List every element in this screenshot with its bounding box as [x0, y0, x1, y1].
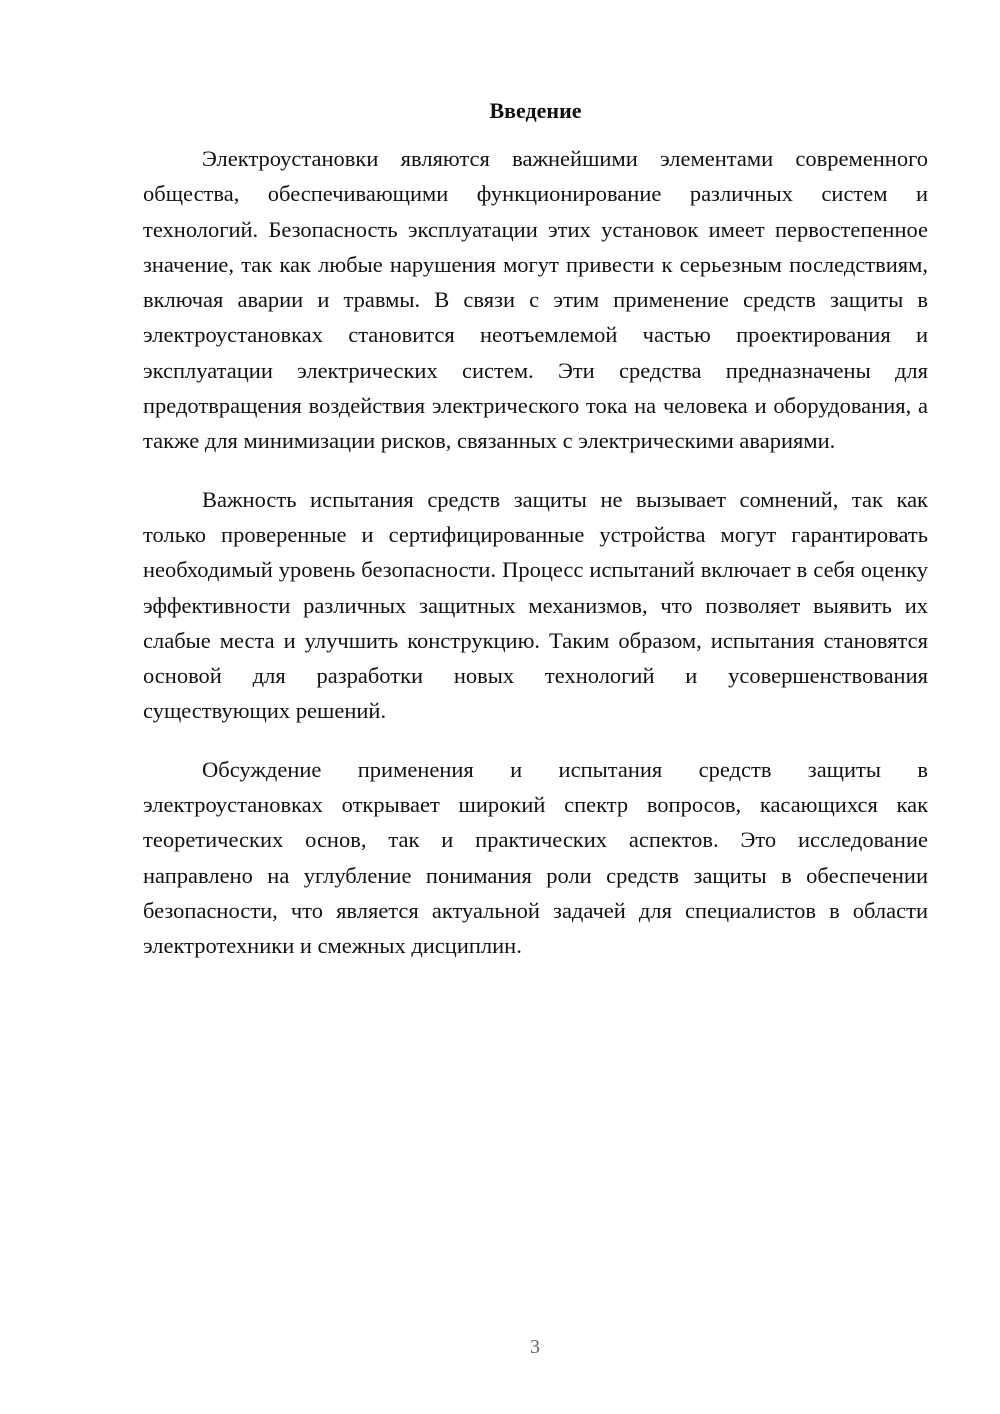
- section-title: Введение: [489, 98, 582, 123]
- page-number: 3: [530, 1336, 540, 1358]
- body-text: [143, 141, 928, 987]
- paragraph-intro: Электроустановки являются важнейшими элементами современного общества, обеспечивающими функционирование различных систем и технологий. Безопасность эксплуатации этих установок имеет первостепенное значение, так как любые нарушения могут привести к серьезным последствиям, включая аварии и травмы. В связи с этим применение средств защиты в электроустановках становится неотъемлемой частью проектирования и эксплуатации электрических систем. Эти средства предназначены для предотвращения воздействия электрического тока на человека и оборудования, а также для минимизации рисков, связанных с электрическими авариями.: [143, 146, 928, 454]
- paragraph-discussion: Обсуждение применения и испытания средств защиты в электроустановках открывает широкий спектр вопросов, касающихся как теоретических основ, так и практических аспектов. Это исследование направлено на углубление понимания роли средств защиты в обеспечении безопасности, что является актуальной задачей для специалистов в области электротехники и смежных дисциплин.: [143, 756, 928, 959]
- paragraph-testing-importance: Важность испытания средств защиты не вызывает сомнений, так как только проверенные и сертифицированные устройства могут гарантировать необходимый уровень безопасности. Процесс испытаний включает в себя оценку эффективности различных защитных механизмов, что позволяет выявить их слабые места и улучшить конструкцию. Таким образом, испытания становятся основой для разработки новых технологий и усовершенствования существующих решений.: [143, 486, 928, 724]
